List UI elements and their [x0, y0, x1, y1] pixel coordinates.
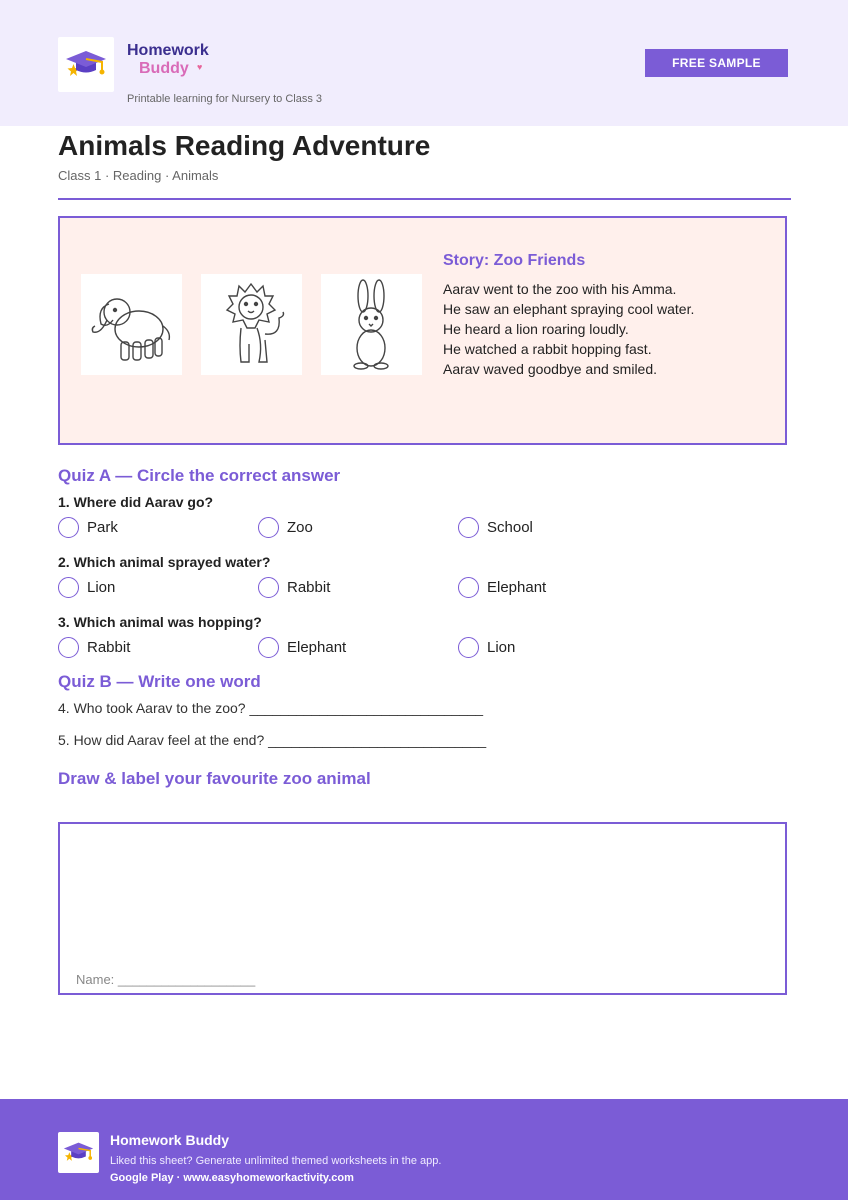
tagline: Printable learning for Nursery to Class 3 [127, 93, 323, 105]
graduation-cap-icon [58, 1132, 99, 1173]
brand-line-1: Homework [127, 42, 209, 59]
lion-icon [201, 274, 302, 375]
draw-heading: Draw & label your favourite zoo animal [58, 769, 371, 788]
option-label: Lion [487, 639, 516, 656]
brand-line-2: Buddy [139, 60, 189, 77]
brand-name [127, 42, 209, 77]
graduation-cap-icon [58, 37, 114, 92]
radio-circle[interactable] [458, 637, 479, 658]
radio-circle[interactable] [258, 577, 279, 598]
story-line: Aarav waved goodbye and smiled. [443, 361, 658, 377]
elephant-icon [81, 274, 182, 375]
radio-circle[interactable] [58, 577, 79, 598]
page-footer [0, 1099, 848, 1200]
page-subtitle: Class 1 · Reading · Animals [58, 168, 219, 183]
option-label: Rabbit [87, 639, 131, 656]
footer-links[interactable]: Google Play · www.easyhomeworkactivity.com [110, 1172, 354, 1184]
radio-circle[interactable] [58, 637, 79, 658]
elephant-image [81, 274, 182, 375]
rabbit-icon [321, 274, 422, 375]
question-1: 1. Where did Aarav go? [58, 494, 214, 510]
drawing-area[interactable] [58, 822, 787, 995]
radio-circle[interactable] [458, 517, 479, 538]
radio-circle[interactable] [58, 517, 79, 538]
write-question-4[interactable]: 4. Who took Aarav to the zoo? ______________________________ [58, 700, 484, 716]
heart-icon: ♥ [197, 62, 203, 72]
radio-circle[interactable] [258, 517, 279, 538]
question-3: 3. Which animal was hopping? [58, 614, 262, 630]
option-label: Elephant [487, 579, 547, 596]
footer-message: Liked this sheet? Generate unlimited themed worksheets in the app. [110, 1155, 442, 1167]
story-line: Aarav went to the zoo with his Amma. [443, 281, 677, 297]
option-label: Elephant [287, 639, 347, 656]
story-line: He watched a rabbit hopping fast. [443, 341, 652, 357]
footer-logo [58, 1132, 99, 1173]
story-box [58, 216, 787, 445]
rabbit-image [321, 274, 422, 375]
option-label: Park [87, 519, 118, 536]
option-label: Lion [87, 579, 116, 596]
story-line: He heard a lion roaring loudly. [443, 321, 629, 337]
page-title: Animals Reading Adventure [58, 130, 431, 161]
free-sample-badge: FREE SAMPLE [645, 49, 788, 77]
radio-circle[interactable] [458, 577, 479, 598]
name-field[interactable]: Name: ___________________ [76, 972, 256, 987]
page-header [0, 0, 848, 126]
story-line: He saw an elephant spraying cool water. [443, 301, 695, 317]
quiz-b-heading: Quiz B — Write one word [58, 672, 261, 691]
radio-circle[interactable] [258, 637, 279, 658]
option-label: Rabbit [287, 579, 331, 596]
option-label: Zoo [287, 519, 313, 536]
quiz-a-heading: Quiz A — Circle the correct answer [58, 466, 341, 485]
story-title: Story: Zoo Friends [443, 252, 586, 269]
logo [58, 37, 114, 92]
lion-image [201, 274, 302, 375]
option-label: School [487, 519, 533, 536]
question-2: 2. Which animal sprayed water? [58, 554, 271, 570]
write-question-5[interactable]: 5. How did Aarav feel at the end? ____________________________ [58, 732, 487, 748]
footer-title: Homework Buddy [110, 1132, 230, 1148]
title-divider [58, 198, 791, 200]
